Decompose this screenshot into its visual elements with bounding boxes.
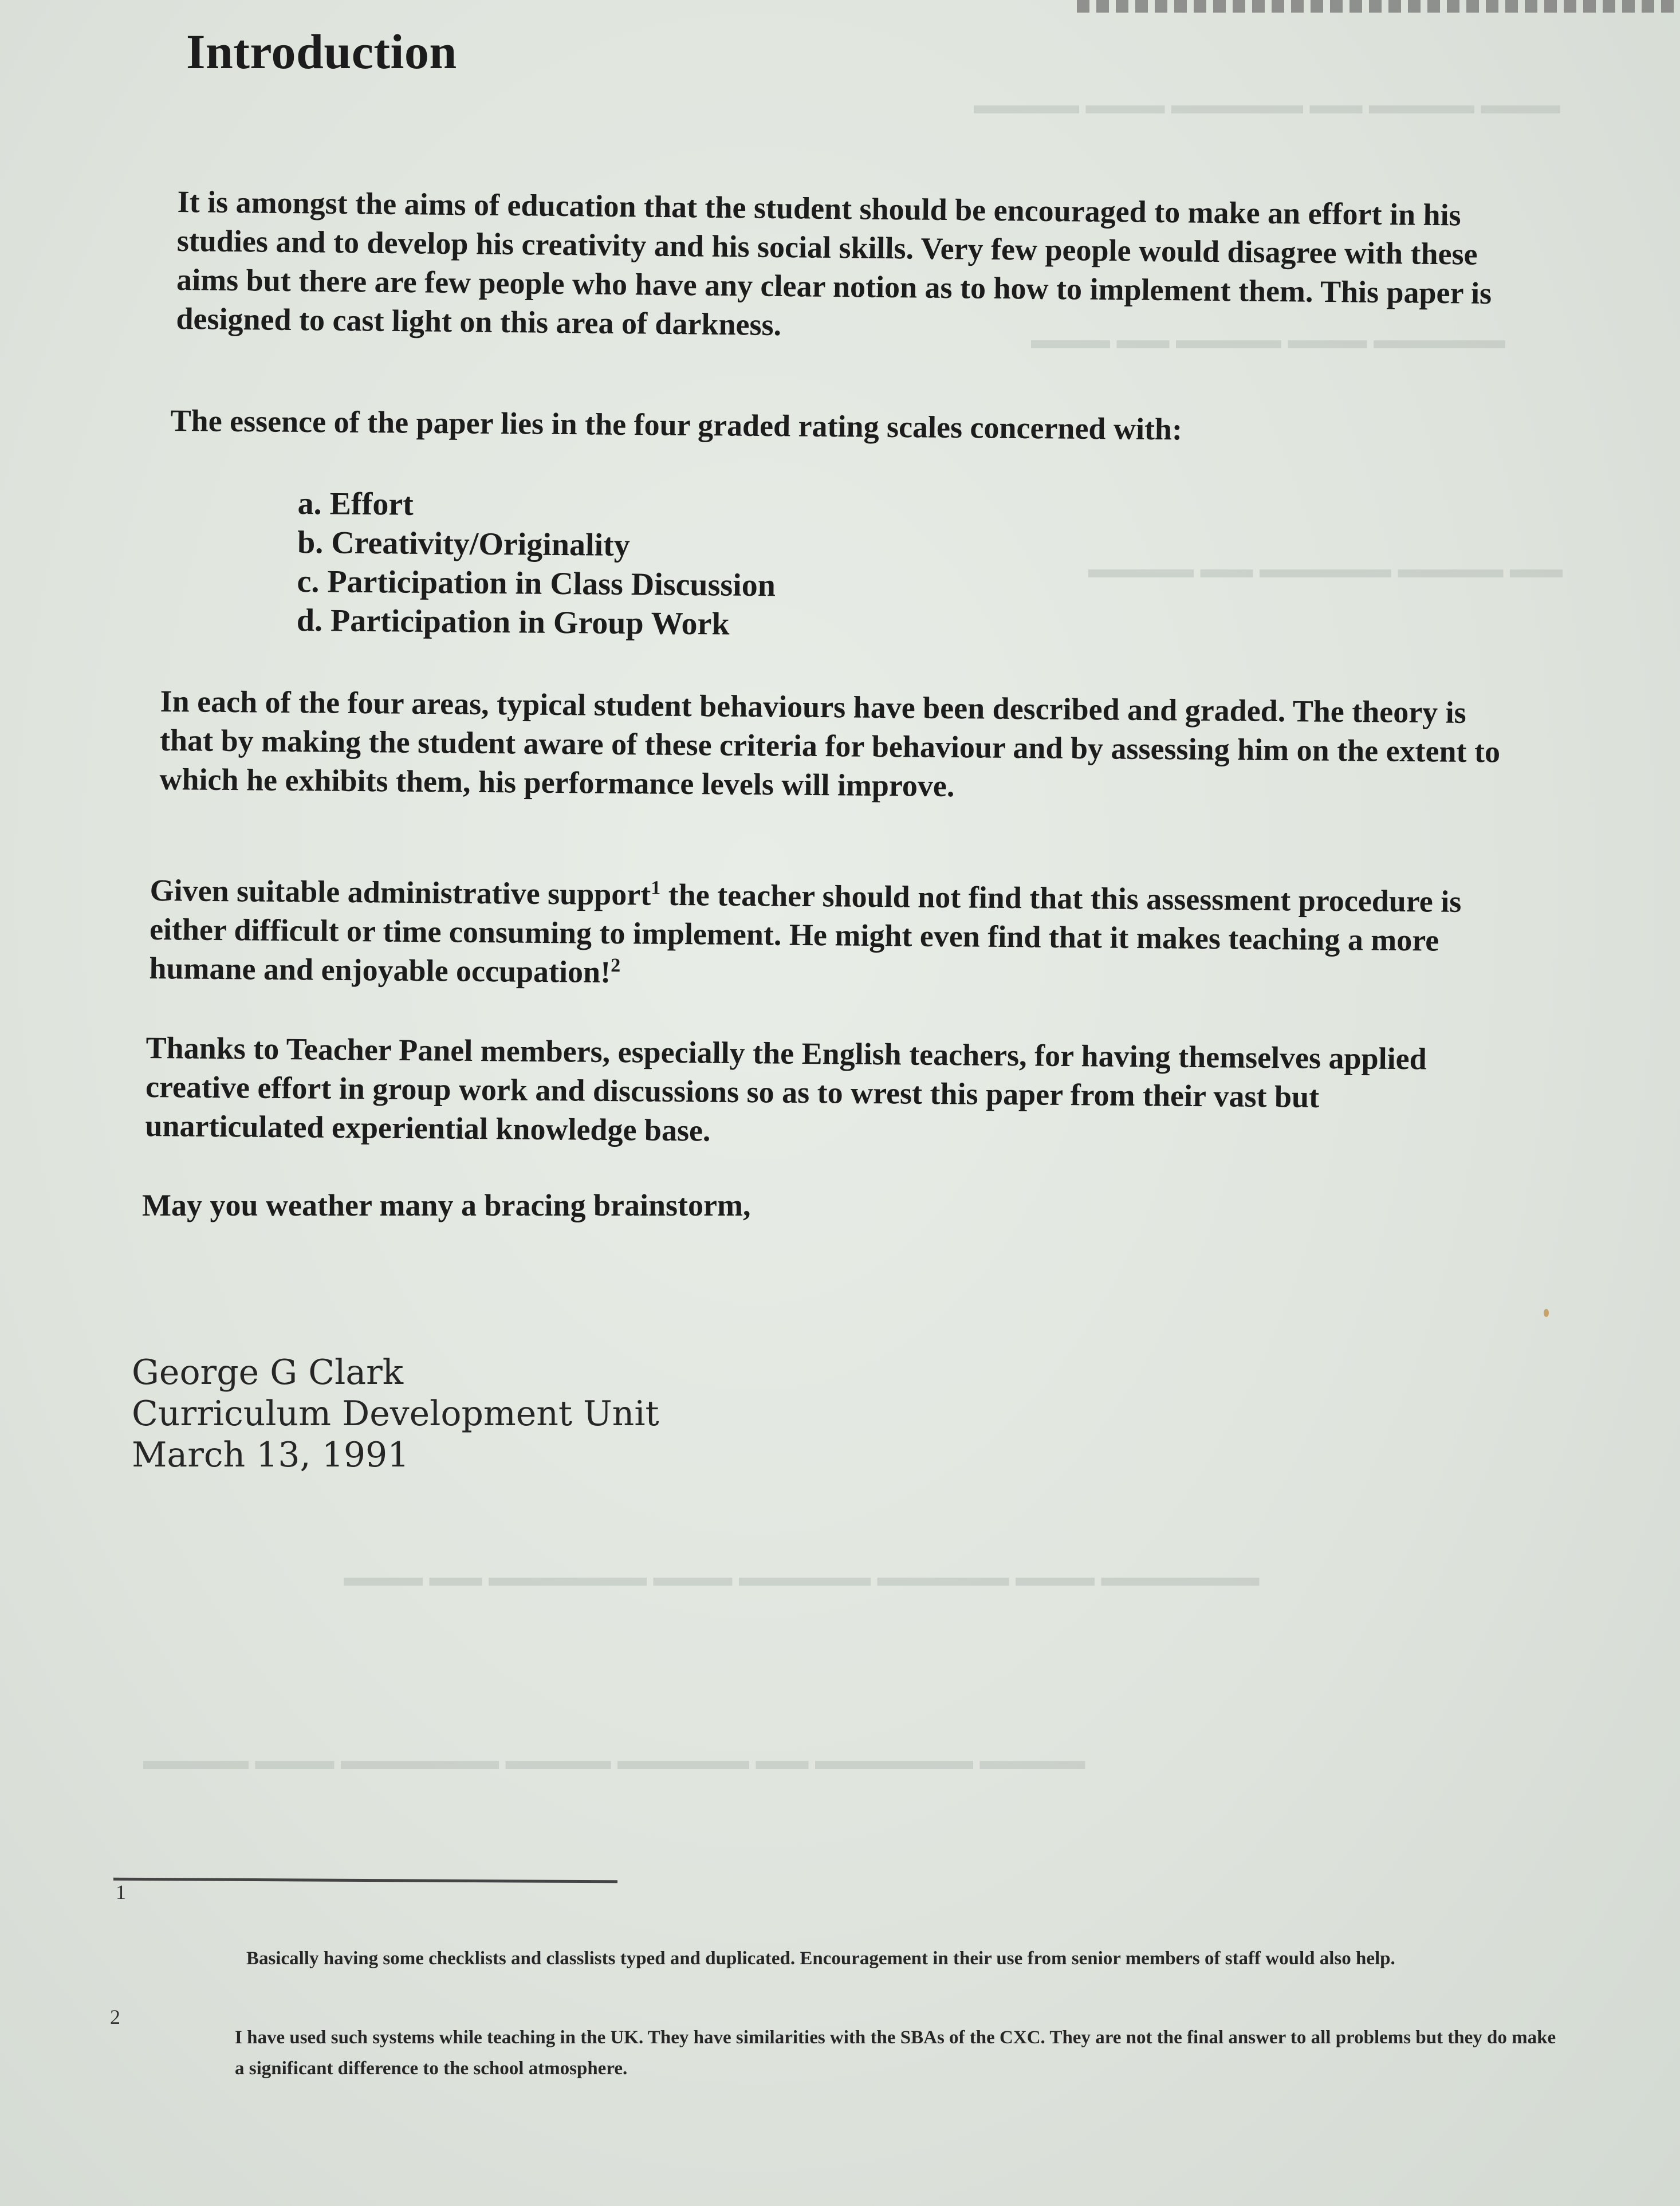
author-unit: Curriculum Development Unit xyxy=(132,1394,659,1434)
support-text-start: Given suitable administrative support xyxy=(149,872,651,912)
list-item: b. Creativity/Originality xyxy=(297,524,631,564)
bleed-through-texture: ▬▬▬ ▬▬▬▬ ▬▬ ▬▬▬▬▬ ▬▬▬ ▬▬▬▬ xyxy=(974,90,1560,119)
rating-scales-list xyxy=(297,484,777,644)
signature-block xyxy=(132,1352,659,1476)
page-top-border xyxy=(1077,0,1680,13)
thanks-paragraph: Thanks to Teacher Panel members, especially the English teachers, for having themselves applied creative effort in group work and discussions so as to wrest this paper from their vast but unarticulated experiential knowledge base. xyxy=(145,1030,1427,1148)
bleed-through-texture: ▬▬▬▬▬ ▬▬▬ ▬▬▬▬ ▬▬ ▬▬▬ xyxy=(1031,325,1505,354)
paper-speck xyxy=(1544,1309,1549,1317)
closing-line: May you weather many a bracing brainstorm, xyxy=(142,1188,751,1222)
essence-paragraph: The essence of the paper lies in the four graded rating scales concerned with: xyxy=(170,403,1183,447)
document-date: March 13, 1991 xyxy=(132,1435,410,1475)
intro-paragraph: It is amongst the aims of education that the student should be encouraged to make an effort in his studies and to develop his creativity and his social skills. Very few people would disagree with these aims but there are few people who have any clear notion as to how to implement them. This paper is designed to cast light on this area of darkness. xyxy=(176,184,1492,343)
footnote-marker: 2 xyxy=(110,2006,120,2028)
footnote-ref-1: 1 xyxy=(651,877,661,899)
list-item: c. Participation in Class Discussion xyxy=(297,563,776,604)
bleed-through-texture: ▬▬ ▬▬▬▬ ▬▬▬▬▬ ▬▬ ▬▬▬▬ xyxy=(1088,554,1563,583)
footnote-divider xyxy=(113,1878,617,1883)
footnote-text: Basically having some checklists and classlists typed and duplicated. Encouragement in their use from senior members of staff would also help. xyxy=(246,1948,1395,1969)
support-paragraph xyxy=(149,871,1502,1000)
footnote-marker: 1 xyxy=(116,1881,126,1904)
footnote-ref-2: 2 xyxy=(611,955,621,977)
bleed-through-texture: ▬▬▬▬ ▬▬▬▬▬▬ ▬▬ ▬▬▬▬▬ ▬▬▬▬ ▬▬▬▬▬▬ ▬▬▬ ▬▬▬▬ xyxy=(143,1745,1085,1775)
list-item: a. Effort xyxy=(297,485,414,522)
page-title: Introduction xyxy=(186,24,457,79)
theory-paragraph: In each of the four areas, typical student behaviours have been described and graded. The theory is that by making the student aware of these criteria for behaviour and by assessing him on the extent to which he exhibits them, his performance levels will improve. xyxy=(159,683,1501,804)
list-item: d. Participation in Group Work xyxy=(296,602,730,642)
bleed-through-texture: ▬▬▬▬▬▬ ▬▬▬ ▬▬▬▬▬ ▬▬▬▬▬ ▬▬▬ ▬▬▬▬▬▬ ▬▬ ▬▬▬ xyxy=(344,1562,1260,1591)
author-name: George G Clark xyxy=(132,1352,404,1393)
footnote-text: I have used such systems while teaching in the UK. They have similarities with the SBAs of the CXC. They are not the final answer to all problems but they do make a significant difference to the school atmosphere. xyxy=(235,2027,1556,2079)
support-text-end: the teacher should not find that this assessment procedure is either difficult or time consuming to implement. He might even find that it makes teaching a more humane and enjoyable occupation! xyxy=(149,877,1462,990)
